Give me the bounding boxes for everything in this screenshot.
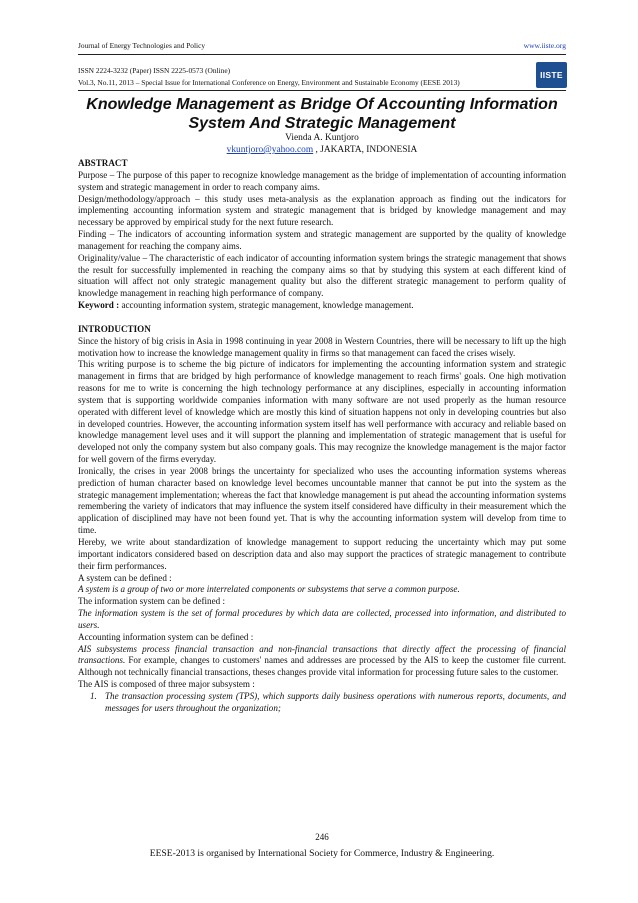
- abstract-design: Design/methodology/approach – this study uses meta-analysis as the explanation approach as finding out the indicators for implementing accounting information system and strategic management that is bridged by knowledge management and may necessary be approved by empirical study for the next future research.: [78, 193, 566, 228]
- journal-name: Journal of Energy Technologies and Policy: [78, 41, 206, 50]
- definition-information-system: The information system is the set of formal procedures by which data are collected, processed into information, and distributed to users.: [78, 608, 566, 630]
- page-number: 246: [315, 832, 329, 842]
- header-rule-bottom: [78, 90, 566, 91]
- intro-paragraph-2: This writing purpose is to scheme the big picture of indicators for implementing the accounting information system and strategic management in firms that are bridged by high performance of knowledge management to reach firms' goals. One high motivation reasons for me to write is concerning the high technology performance at any disciplines, especially in accounting information system that is supporting worldwide companies information with many software are not used properly as the human resource operated with different level of knowledge which are mostly this kind of situation happens not only in developing countries but also in developed countries. However, the accounting information system itself has well performance with accuracy and reliable based on knowledge management level uses and it will support the planning and implementation of strategic management that is useful for developed not only the company system but also company goals. This may recognize the knowledge management is the major factor for well govern of the firms everyday.: [78, 359, 566, 465]
- header-rule-top: [78, 54, 566, 55]
- introduction-heading: INTRODUCTION: [78, 323, 151, 334]
- title-line-1: Knowledge Management as Bridge Of Accounting Information: [86, 96, 558, 113]
- author-email-link[interactable]: vkuntjoro@yahoo.com: [226, 145, 314, 155]
- paper-body: [78, 158, 566, 715]
- iiste-logo: IISTE: [536, 62, 567, 88]
- definition-lead-system: A system can be defined :: [78, 572, 172, 583]
- intro-paragraph-3: Ironically, the crises in year 2008 brings the uncertainty for specialized who uses the accounting information systems whereas prediction of human character based on knowledge level becomes uncountable manner that cannot be put into the system as the strategic management implementation; whereas the fact that knowledge management is put ahead the accounting information systems remembering the variety of indicators that may influence the system itself considered have difficulty in their measurement which the application of disciplined may have not been found yet. That is why the accounting information system will develop from time to time.: [78, 465, 566, 536]
- section-gap: [78, 312, 566, 324]
- author-contact: [78, 144, 566, 156]
- title-line-2: System And Strategic Management: [188, 115, 456, 132]
- list-item-number: 1.: [90, 690, 97, 701]
- keyword-label: Keyword :: [78, 300, 120, 311]
- abstract-heading: ABSTRACT: [78, 158, 128, 168]
- paper-title: [78, 95, 566, 133]
- definition-ais-example: For example, changes to customers' names and addresses are processed by the AIS to keep the customer file current. Although not technically financial transactions, theses changes provide vital information for processing future sales to the customer.: [78, 655, 566, 678]
- footer-text: EESE-2013 is organised by International Society for Commerce, Industry & Engineering.: [149, 848, 495, 859]
- definition-ais-italic: AIS subsystems process financial transaction and non-financial transactions that directly affect the processing of financial transactions.: [78, 643, 566, 666]
- abstract-finding: Finding – The indicators of accounting information system and strategic management are supported by the quality of knowledge management for reaching the company aims.: [78, 229, 566, 251]
- list-item: [78, 691, 566, 715]
- abstract-purpose: Purpose – The purpose of this paper to recognize knowledge management as the bridge of implementation of accounting information system and strategic management in order to reach company aims.: [78, 169, 566, 192]
- ais-subsystem-lead: The AIS is composed of three major subsystem :: [78, 679, 255, 690]
- author-name: Vienda A. Kuntjoro: [285, 133, 359, 143]
- definition-lead-ais: Accounting information system can be defined :: [78, 631, 254, 642]
- intro-paragraph-4: Hereby, we write about standardization of knowledge management to support reducing the uncertainty which may put some important indicators considered based on description data and also may support the practices of strategic management to contribute their firm performances.: [78, 537, 566, 571]
- list-item-text: The transaction processing system (TPS), which supports daily business operations with numerous reports, documents, and messages for users throughout the organization;: [105, 690, 566, 713]
- author-affiliation: , JAKARTA, INDONESIA: [313, 145, 418, 155]
- keywords-line: [78, 300, 566, 312]
- definition-ais: [78, 644, 566, 680]
- abstract-originality: Originality/value – The characteristic of each indicator of accounting information system brings the strategic management that shows the result for successfully implemented in reaching the company aims so that by studying this system at each different kind of situation will affect not only strategic management quality but also the different strategic management to perform quality of knowledge management in reaching high performance of company.: [78, 252, 566, 299]
- issn-line: ISSN 2224-3232 (Paper) ISSN 2225-0573 (Online): [78, 66, 231, 75]
- definition-lead-information-system: The information system can be defined :: [78, 596, 225, 607]
- journal-url-link[interactable]: www.iiste.org: [523, 41, 566, 50]
- volume-line: Vol.3, No.11, 2013 – Special Issue for International Conference on Energy, Environment and Sustainable Economy (EESE 2013): [78, 78, 460, 87]
- keyword-list: accounting information system, strategic management, knowledge management.: [119, 300, 414, 311]
- definition-system: A system is a group of two or more interrelated components or subsystems that serve a common purpose.: [78, 584, 460, 595]
- intro-paragraph-1: Since the history of big crisis in Asia in 1998 continuing in year 2008 in Western Countries, there will be necessary to lift up the high motivation how to increase the knowledge management quality in firms so that management can faced the crises wisely.: [78, 335, 566, 358]
